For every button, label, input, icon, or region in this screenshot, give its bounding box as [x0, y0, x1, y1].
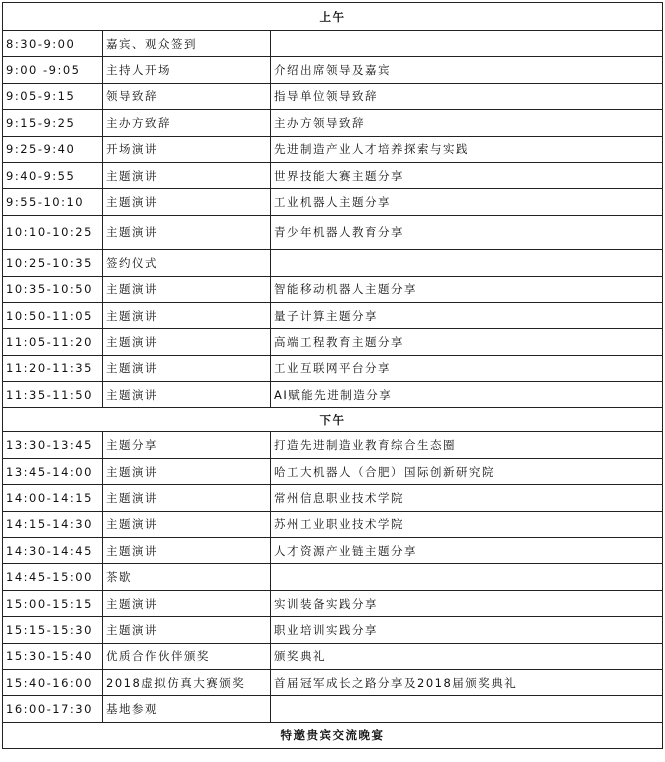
time-cell: 10:50-11:05 [3, 302, 103, 328]
time-cell: 8:30-9:00 [3, 31, 103, 57]
session-type-cell: 主办方致辞 [103, 110, 271, 136]
time-cell: 13:45-14:00 [3, 458, 103, 484]
time-cell: 15:00-15:15 [3, 590, 103, 616]
time-cell: 9:40-9:55 [3, 162, 103, 188]
time-cell: 11:20-11:35 [3, 355, 103, 381]
session-type-cell: 领导致辞 [103, 83, 271, 109]
time-cell: 10:25-10:35 [3, 250, 103, 276]
schedule-row [3, 538, 663, 564]
session-type-cell: 主题演讲 [103, 511, 271, 537]
footer-label: 特邀贵宾交流晚宴 [3, 722, 663, 748]
time-cell: 10:10-10:25 [3, 215, 103, 249]
topic-cell: 苏州工业职业技术学院 [271, 511, 663, 537]
topic-cell: 量子计算主题分享 [271, 302, 663, 328]
schedule-body [3, 3, 663, 749]
session-type-cell: 主题演讲 [103, 302, 271, 328]
time-cell: 14:00-14:15 [3, 485, 103, 511]
time-cell: 11:05-11:20 [3, 329, 103, 355]
afternoon-header-label: 下午 [3, 408, 663, 432]
topic-cell: 实训装备实践分享 [271, 590, 663, 616]
schedule-row [3, 329, 663, 355]
topic-cell [271, 564, 663, 590]
time-cell: 15:40-16:00 [3, 669, 103, 695]
time-cell: 9:00 -9:05 [3, 57, 103, 83]
session-type-cell: 主题演讲 [103, 276, 271, 302]
morning-header [3, 3, 663, 31]
topic-cell [271, 31, 663, 57]
session-type-cell: 主题演讲 [103, 617, 271, 643]
schedule-row [3, 564, 663, 590]
schedule-row [3, 136, 663, 162]
topic-cell: 工业机器人主题分享 [271, 189, 663, 215]
time-cell: 15:15-15:30 [3, 617, 103, 643]
topic-cell: 先进制造产业人才培养探索与实践 [271, 136, 663, 162]
topic-cell: 智能移动机器人主题分享 [271, 276, 663, 302]
session-type-cell: 签约仪式 [103, 250, 271, 276]
schedule-row [3, 355, 663, 381]
time-cell: 9:25-9:40 [3, 136, 103, 162]
schedule-row [3, 432, 663, 458]
time-cell: 9:15-9:25 [3, 110, 103, 136]
time-cell: 11:35-11:50 [3, 382, 103, 408]
schedule-row [3, 485, 663, 511]
schedule-row [3, 189, 663, 215]
time-cell: 14:45-15:00 [3, 564, 103, 590]
topic-cell: 指导单位领导致辞 [271, 83, 663, 109]
time-cell: 14:30-14:45 [3, 538, 103, 564]
session-type-cell: 开场演讲 [103, 136, 271, 162]
time-cell: 10:35-10:50 [3, 276, 103, 302]
session-type-cell: 主题演讲 [103, 215, 271, 249]
topic-cell: 介绍出席领导及嘉宾 [271, 57, 663, 83]
session-type-cell: 2018虚拟仿真大赛颁奖 [103, 669, 271, 695]
session-type-cell: 主题演讲 [103, 485, 271, 511]
session-type-cell: 嘉宾、观众签到 [103, 31, 271, 57]
schedule-row [3, 215, 663, 249]
session-type-cell: 主题演讲 [103, 382, 271, 408]
time-cell: 14:15-14:30 [3, 511, 103, 537]
topic-cell [271, 250, 663, 276]
topic-cell: 人才资源产业链主题分享 [271, 538, 663, 564]
session-type-cell: 主题演讲 [103, 458, 271, 484]
schedule-row [3, 302, 663, 328]
schedule-row [3, 643, 663, 669]
schedule-row [3, 57, 663, 83]
session-type-cell: 茶歇 [103, 564, 271, 590]
topic-cell [271, 696, 663, 722]
session-type-cell: 主题演讲 [103, 538, 271, 564]
time-cell: 15:30-15:40 [3, 643, 103, 669]
session-type-cell: 主题演讲 [103, 162, 271, 188]
session-type-cell: 主题演讲 [103, 329, 271, 355]
session-type-cell: 基地参观 [103, 696, 271, 722]
schedule-row [3, 590, 663, 616]
topic-cell: 哈工大机器人（合肥）国际创新研究院 [271, 458, 663, 484]
footer-row [3, 722, 663, 748]
topic-cell: 工业互联网平台分享 [271, 355, 663, 381]
schedule-row [3, 110, 663, 136]
session-type-cell: 主题演讲 [103, 590, 271, 616]
schedule-row [3, 511, 663, 537]
schedule-row [3, 31, 663, 57]
topic-cell: 首届冠军成长之路分享及2018届颁奖典礼 [271, 669, 663, 695]
topic-cell: 高端工程教育主题分享 [271, 329, 663, 355]
schedule-row [3, 276, 663, 302]
topic-cell: 世界技能大赛主题分享 [271, 162, 663, 188]
session-type-cell: 主题演讲 [103, 189, 271, 215]
topic-cell: 主办方领导致辞 [271, 110, 663, 136]
topic-cell: 打造先进制造业教育综合生态圈 [271, 432, 663, 458]
topic-cell: 青少年机器人教育分享 [271, 215, 663, 249]
afternoon-header [3, 408, 663, 432]
session-type-cell: 主题演讲 [103, 355, 271, 381]
time-cell: 13:30-13:45 [3, 432, 103, 458]
morning-header-label: 上午 [3, 3, 663, 31]
schedule-row [3, 617, 663, 643]
session-type-cell: 主持人开场 [103, 57, 271, 83]
time-cell: 9:05-9:15 [3, 83, 103, 109]
schedule-row [3, 382, 663, 408]
schedule-row [3, 458, 663, 484]
session-type-cell: 主题分享 [103, 432, 271, 458]
topic-cell: AI赋能先进制造分享 [271, 382, 663, 408]
schedule-row [3, 162, 663, 188]
schedule-row [3, 83, 663, 109]
schedule-row [3, 250, 663, 276]
topic-cell: 常州信息职业技术学院 [271, 485, 663, 511]
schedule-row [3, 669, 663, 695]
schedule-table [2, 2, 663, 749]
schedule-row [3, 696, 663, 722]
session-type-cell: 优质合作伙伴颁奖 [103, 643, 271, 669]
topic-cell: 颁奖典礼 [271, 643, 663, 669]
time-cell: 9:55-10:10 [3, 189, 103, 215]
time-cell: 16:00-17:30 [3, 696, 103, 722]
topic-cell: 职业培训实践分享 [271, 617, 663, 643]
